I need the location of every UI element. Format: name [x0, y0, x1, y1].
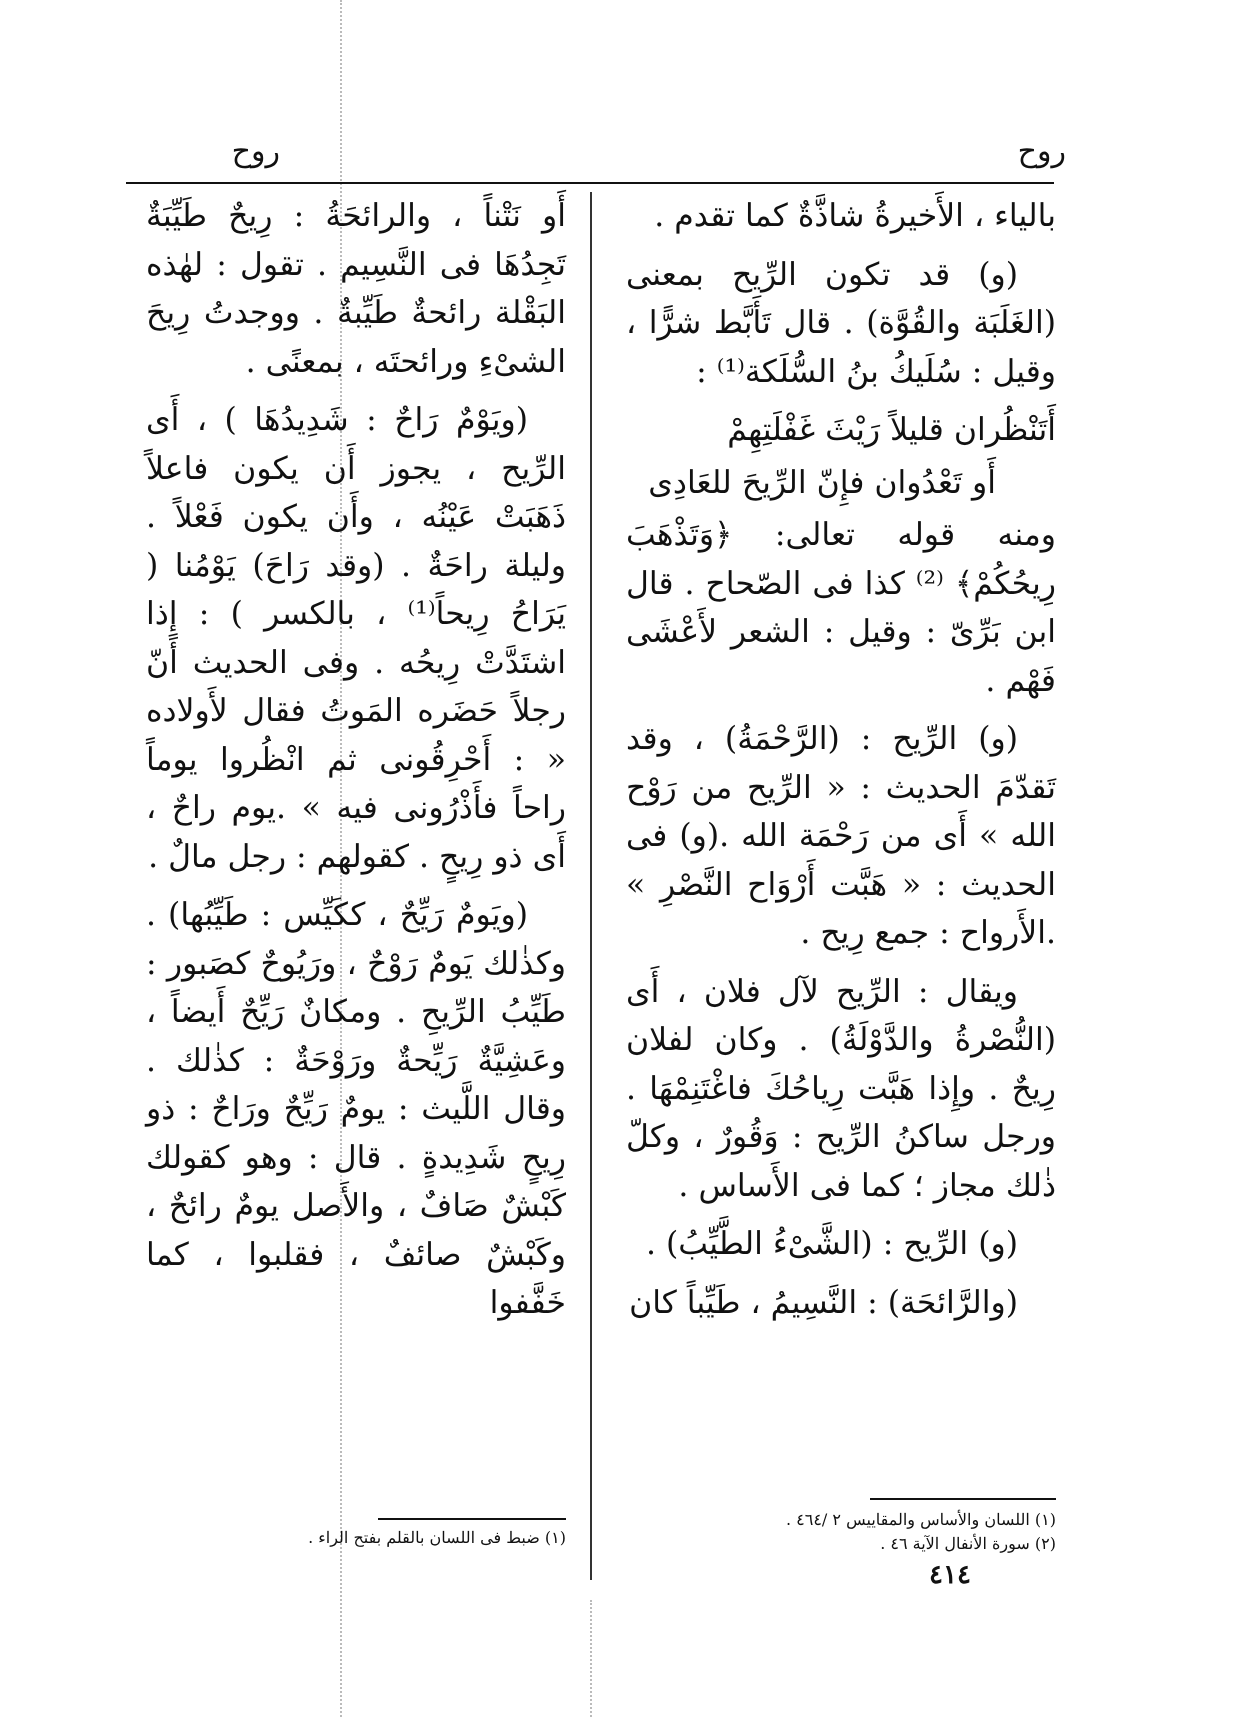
left-column [146, 192, 566, 1338]
running-header-left: روح [231, 134, 280, 169]
poem-line: أَتَنْظُران قليلاً رَيْثَ غَفْلَتِهِمْ [727, 412, 1056, 448]
footnotes-left [250, 1526, 566, 1550]
paragraph: (ويَوْمٌ رَاحٌ : شَدِيدُهَا ) ، أَى الرِّيح ، يجوز أَن يكون فاعلاً ذَهَبَتْ عَيْنُه ، وأَن يكون فَعْلاً . وليلة راحَةٌ . (وقد رَاحَ) يَوْمُنا ( يَرَاحُ رِيحاً⁽¹⁾ ، بالكسر ) : إِذا اشتَدَّتْ رِيحُه . وفى الحديث أَنّ رجلاً حَضَره المَوتُ فقال لأَولاده « : أَحْرِقُونى ثم انْظُروا يوماً راحاً فأَذْرُونى فيه » .يوم راحٌ ، أَى ذو رِيحٍ . كقولهم : رجل مالٌ . [146, 402, 566, 875]
poem-line: أَو تَعْدُوان فإِنّ الرِّيحَ للعَادِى [648, 464, 996, 501]
header-rule [126, 182, 1054, 184]
scan-dotted-line [590, 1600, 592, 1717]
footnotes-right [700, 1508, 1056, 1556]
footnote: (٢) سورة الأنفال الآية ٤٦ . [880, 1534, 1056, 1553]
right-column [626, 192, 1056, 1337]
footnote: (١) اللسان والأساس والمقاييس ٢ /٤٦٤ . [785, 1510, 1056, 1529]
paragraph: (و) الرِّيح : (الرَّحْمَةُ) ، وقد تَقدّمَ الحديث : « الرِّيح من رَوْح الله » أَى من رَحْمَة الله .(و) فى الحديث : « هَبَّت أَرْوَاح النَّصْرِ » .الأَرواح : جمع رِيح . [626, 721, 1056, 951]
footnote-rule [870, 1498, 1056, 1500]
paragraph: (والرَّائحَة) : النَّسِيمُ ، طَيِّباً كان [629, 1284, 1018, 1321]
paragraph: (و) الرِّيح : (الشَّىْءُ الطَّيِّبُ) . [645, 1226, 1018, 1262]
paragraph: ويقال : الرِّيح لآل فلان ، أَى (النُّصْرةُ والدَّوْلَةُ) . وكان لفلان رِيحٌ . وإِذا هَبَّت رِياحُكَ فاغْتَنِمْهَا . ورجل ساكنُ الرِّيح : وَقُورٌ ، وكلّ ذٰلك مجاز ؛ كما فى الأَساس . [626, 973, 1056, 1204]
running-header-right: روح [1017, 134, 1066, 169]
footnote: (١) ضبط فى اللسان بالقلم بفتح الراء . [308, 1528, 566, 1547]
paragraph: ومنه قوله تعالى: ﴿وَتَذْهَبَ رِيحُكُمْ﴾ ⁽²⁾ كذا فى الصّحاح . قال ابن بَرِّىّ : وقيل : الشعر لأَعْشَى فَهْم . [626, 517, 1056, 699]
footnote-rule [378, 1518, 566, 1520]
column-divider [590, 192, 592, 1580]
paragraph: (ويَومٌ رَيِّحٌ ، ككَيِّس : طَيِّبُها) . وكذٰلك يَومٌ رَوْحٌ ، ورَيُوحٌ كصَبور : طَيِّبُ الرِّيحِ . ومكانٌ رَيِّحٌ أَيضاً ، وعَشِيَّةٌ رَيِّحةٌ ورَوْحَةٌ : كذٰلك . وقال اللَّيث : يومٌ رَيِّحٌ ورَاحٌ : ذو رِيحٍ شَدِيدةٍ . قال : وهو كقولك كَبْشٌ صَافٌ ، والأَصل يومٌ رائحٌ ، وكَبْشٌ صائفٌ ، فقلبوا ، كما خَفَّفوا [146, 897, 566, 1321]
paragraph: (و) قد تكون الرِّيح بمعنى (الغَلَبَة والقُوَّة) . قال تَأَبَّط شرًّا ، وقيل : سُلَيكُ بنُ السُّلَكة⁽¹⁾ : [626, 256, 1056, 390]
paragraph: أَو نَتْناً ، والرائحَةُ : رِيحٌ طَيِّبَةٌ تَجِدُهَا فى النَّسِيم . تقول : لهٰذه البَقْلة رائحةٌ طَيِّبةٌ . ووجدتُ رِيحَ الشىْءِ ورائحتَه ، بمعنًى . [146, 198, 566, 380]
page-number: ٤١٤ [929, 1560, 971, 1590]
paragraph: بالياء ، الأَخيرةُ شاذَّةٌ كما تقدم . [654, 198, 1056, 234]
